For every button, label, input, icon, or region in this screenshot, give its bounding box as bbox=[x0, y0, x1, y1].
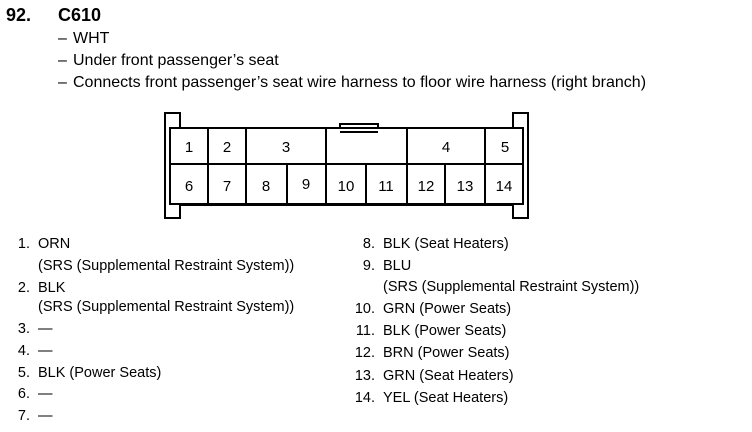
cavity-label-7: 7 bbox=[222, 178, 232, 195]
section-number: 92. bbox=[6, 5, 32, 25]
cavity-label-13: 13 bbox=[456, 178, 474, 195]
cavity-label-5: 5 bbox=[500, 139, 510, 156]
connector-code: C610 bbox=[58, 5, 102, 25]
cavity-label-1: 1 bbox=[184, 139, 194, 156]
cavity-label-2: 2 bbox=[222, 139, 232, 156]
cavity-label-10: 10 bbox=[337, 178, 355, 195]
detail-connection: – Connects front passenger’s seat wire harness to floor wire harness (right branch) bbox=[58, 74, 647, 91]
cavity-label-4: 4 bbox=[441, 139, 451, 156]
cavity-label-6: 6 bbox=[184, 178, 194, 195]
detail-color: – WHT bbox=[58, 30, 110, 47]
cavity-label-9: 9 bbox=[301, 176, 311, 193]
cavity-label-12: 12 bbox=[417, 178, 435, 195]
cavity-label-14: 14 bbox=[495, 178, 513, 195]
detail-location: – Under front passenger’s seat bbox=[58, 52, 279, 69]
cavity-label-3: 3 bbox=[281, 139, 291, 156]
cavity-label-11: 11 bbox=[378, 178, 394, 195]
cavity-label-8: 8 bbox=[261, 178, 271, 195]
